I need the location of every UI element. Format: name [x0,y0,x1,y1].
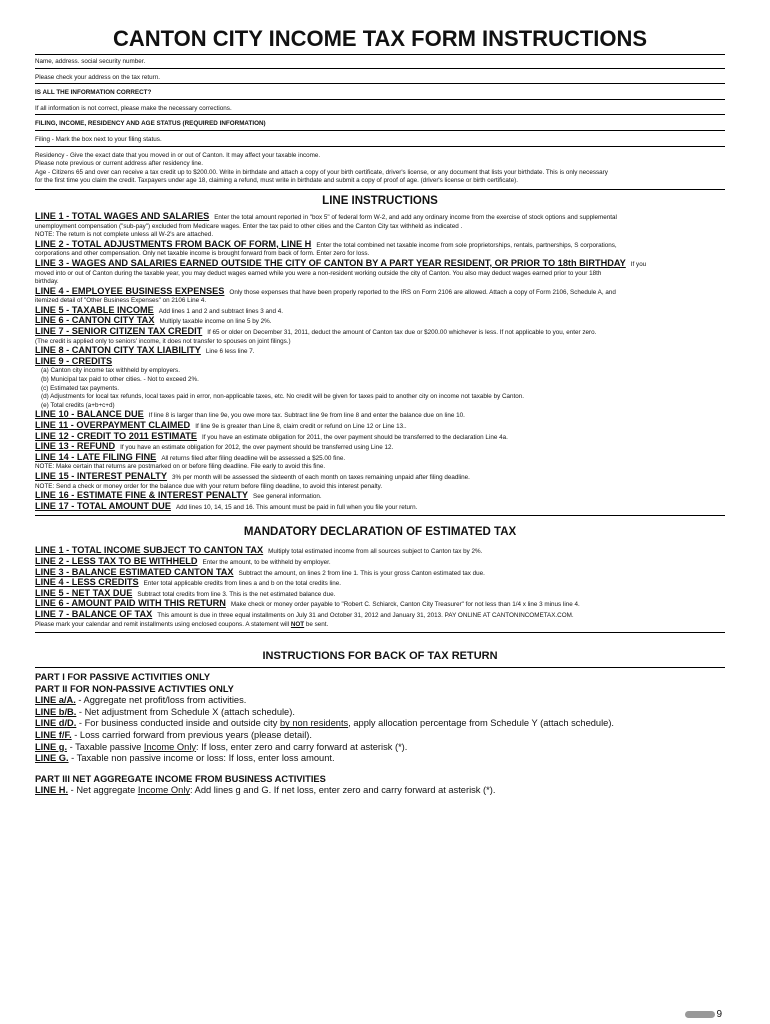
age-note-2: for the first time you claim the credit. Taxpayers under age 18, claiming a refund, must write in birthdate and submit a copy of proof of age. (driver's license or birth certificate). [35,177,519,185]
decl-line-7-text: This amount is due in three equal installments on July 31 and October 31, 2012 and January 31, 2013. PAY ONLINE AT CANTONINCOMETAX.COM. [157,611,574,619]
part-2-heading: PART II FOR NON-PASSIVE ACTIVTIES ONLY [35,683,234,694]
line-17 [35,502,725,513]
page-tab-graphic [685,1011,715,1018]
line-7 [35,327,725,338]
line-4-text: Only those expenses that have been properly reported to the IRS on Form 2106 are allowed. Attach a copy of Form 2106, Schedule A, and [229,288,616,296]
decl-line-2 [35,557,725,568]
line-6-text: Multiply taxable income on line 5 by 2%. [159,318,272,326]
line-14-heading: LINE 14 - LATE FILING FINE [35,451,157,462]
calendar-note-not: NOT [290,620,305,628]
back-line-f-text: - Loss carried forward from previous years (please detail). [71,730,312,741]
decl-line-3-text: Subtract the amount, on lines 2 from line 1. This is your gross Canton estimated tax due. [238,569,485,577]
line-12-heading: LINE 12 - CREDIT TO 2011 ESTIMATE [35,430,198,441]
decl-line-4 [35,578,725,589]
line-3-text: If you [630,260,647,268]
divider [35,83,725,84]
line-4-heading: LINE 4 - EMPLOYEE BUSINESS EXPENSES [35,285,225,296]
line-4-text-2: itemized detail of "Other Business Expenses" on 2106 Line 4. [35,297,207,305]
line-2-text: Enter the total combined net taxable income from sole proprietorships, rentals, partnerships, S corporations, [316,241,617,249]
line-9-a: (a) Canton city income tax withheld by employers. [41,367,180,375]
back-line-h-underline: Income Only [137,785,191,796]
back-line-d-underline: by non residents [279,718,349,729]
line-2 [35,240,725,251]
part-3-heading: PART III NET AGGREGATE INCOME FROM BUSINESS ACTIVITIES [35,773,326,784]
line-9-d: (d) Adjustments for local tax refunds, local taxes paid in error, non-applicable taxes, etc. No credit will be given for taxes paid to another city on income not taxable by Canton. [41,393,525,401]
calendar-note-a: Please mark your calendar and remit installments using enclosed coupons. A statement will [35,620,290,628]
line-1-text: Enter the total amount reported in "box 5" of federal form W-2, and add any ordinary income from the exercise of stock options and supplemental [214,213,617,221]
decl-line-1-heading: LINE 1 - TOTAL INCOME SUBJECT TO CANTON TAX [35,545,264,556]
line-9 [35,357,725,368]
line-14-text: All returns filed after filing deadline will be assessed a $25.00 fine. [161,454,346,462]
line-5-heading: LINE 5 - TAXABLE INCOME [35,304,154,315]
address-note: Please check your address on the tax return. [35,73,160,81]
decl-line-2-text: Enter the amount, to be withheld by employer. [202,558,331,566]
line-17-heading: LINE 17 - TOTAL AMOUNT DUE [35,500,171,511]
divider [35,68,725,69]
line-17-text: Add lines 10, 14, 15 and 16. This amount must be paid in full when you file your return. [175,503,418,511]
residency-note: Residency - Give the exact date that you moved in or out of Canton. It may affect your taxable income. [35,151,321,159]
age-note: Age - Citizens 65 and over can receive a tax credit up to $200.00. Write in birthdate and attach a copy of your birth certificate, driver's license, or any document that lists your birthdate. This is only necessary [35,168,608,176]
line-3 [35,259,725,270]
back-line-g [35,742,725,754]
line-5-text: Add lines 1 and 2 and subtract lines 3 and 4. [158,307,284,315]
divider [35,114,725,115]
divider [35,667,725,668]
page-footer [685,1009,722,1020]
back-line-G [35,753,725,765]
back-line-d-heading: LINE d/D. [35,718,77,729]
line-9-b: (b) Municipal tax paid to other cities. - Not to exceed 2%. [41,376,199,384]
back-line-g-heading: LINE g. [35,741,68,752]
line-9-heading: LINE 9 - CREDITS [35,355,113,366]
line-4 [35,287,725,298]
back-line-f-heading: LINE f/F. [35,730,72,741]
line-instructions [35,212,725,516]
back-line-b [35,707,725,719]
instructions-page [35,26,725,797]
line-7-text-2: (The credit is applied only to seniors' income, it does not transfer to spouses on joint filings.) [35,337,291,345]
line-10-heading: LINE 10 - BALANCE DUE [35,409,144,420]
back-line-h-text: - Net aggregate [68,785,138,796]
back-line-g-text: - Taxable passive [67,741,144,752]
top-section [35,58,725,190]
line-1-text-2: unemployment compensation ("sub-pay") excluded from Medicare wages. Enter the tax paid to other cities and the Canton City tax withheld as indicated . [35,222,463,230]
line-11-text: If line 9e is greater than Line 8, claim credit or refund on Line 12 or Line 13.. [195,423,407,430]
line-6-heading: LINE 6 - CANTON CITY TAX [35,315,155,326]
line-1 [35,212,725,223]
line-1-heading: LINE 1 - TOTAL WAGES AND SALARIES [35,210,210,221]
back-line-g-underline: Income Only [143,741,197,752]
decl-line-5-text: Subtract total credits from line 3. This is the net estimated balance due. [137,590,336,598]
line-15-text: 3% per month will be assessed the sixteenth of each month on taxes remaining unpaid after filing deadline. [172,473,470,481]
decl-line-4-text: Enter total applicable credits from lines a and b on the total credits line. [143,580,342,588]
divider [35,99,725,100]
back-line-a-text: - Aggregate net profit/loss from activities. [75,695,247,706]
line-instructions-heading: LINE INSTRUCTIONS [322,194,438,207]
back-section [35,672,725,797]
line-14-note: NOTE: Make certain that returns are postmarked on or before filing deadline. File early to avoid this fine. [35,463,326,471]
divider [35,632,725,633]
line-13-text: If you have an estimate obligation for 2012, the over payment should be transferred using Line 12. [120,444,394,452]
back-line-d-text: - For business conducted inside and outside city [76,718,280,729]
line-8 [35,346,725,357]
back-line-G-heading: LINE G. [35,753,69,764]
page-title: CANTON CITY INCOME TAX FORM INSTRUCTIONS [35,26,725,55]
decl-line-1-text: Multiply total estimated income from all sources subject to Canton tax by 2%. [268,548,483,556]
divider [35,189,725,190]
line-3-text-2: moved into or out of Canton during the taxable year, you may deduct wages earned while you were a non-resident working outside the city of Canton. You also may deduct wages earned prior to your 18th [35,269,602,277]
part-1-heading: PART I FOR PASSIVE ACTIVITIES ONLY [35,672,211,683]
decl-line-2-heading: LINE 2 - LESS TAX TO BE WITHHELD [35,555,198,566]
decl-line-7 [35,610,725,621]
calendar-note [35,621,725,630]
name-note: Name, address. social security number. [35,58,146,65]
filing-note: Filing - Mark the box next to your filing status. [35,135,162,143]
line-1-note: NOTE: The return is not complete unless all W-2's are attached. [35,231,214,239]
divider [35,515,725,516]
line-8-heading: LINE 8 - CANTON CITY TAX LIABILITY [35,345,201,356]
declaration-section [35,546,725,633]
corrections-note: If all information is not correct, please make the necessary corrections. [35,104,232,112]
line-3-heading: LINE 3 - WAGES AND SALARIES EARNED OUTSIDE THE CITY OF CANTON BY A PART YEAR RESIDENT, OR PRIOR TO 18th BIRTHDAY [35,257,626,268]
back-line-g-text-2: : If loss, enter zero and carry forward at asterisk (*). [196,741,408,752]
line-10-text: If line 8 is larger than line 9e, you owe more tax. Subtract line 9e from line 8 and enter the balance due on line 10. [148,412,465,420]
back-line-h-text-2: : Add lines g and G. If net loss, enter zero and carry forward at asterisk (*). [190,785,496,796]
back-line-f [35,730,725,742]
line-13-heading: LINE 13 - REFUND [35,441,116,452]
line-9-c: (c) Estimated tax payments. [41,384,120,392]
line-9-e: (e) Total credits (a+b+c+d) [41,401,115,409]
decl-line-6-heading: LINE 6 - AMOUNT PAID WITH THIS RETURN [35,598,226,609]
decl-line-4-heading: LINE 4 - LESS CREDITS [35,577,139,588]
line-16-text: See general information. [253,493,322,501]
line-11-heading: LINE 11 - OVERPAYMENT CLAIMED [35,420,191,430]
back-line-d-text-2: , apply allocation percentage from Schedule Y (attach schedule). [348,718,615,729]
divider [35,146,725,147]
line-7-heading: LINE 7 - SENIOR CITIZEN TAX CREDIT [35,326,203,337]
back-line-a-heading: LINE a/A. [35,695,76,706]
back-line-h-heading: LINE H. [35,785,69,796]
decl-line-7-heading: LINE 7 - BALANCE OF TAX [35,608,153,619]
line-15 [35,472,725,483]
back-heading: INSTRUCTIONS FOR BACK OF TAX RETURN [262,650,498,663]
line-15-note: NOTE: Send a check or money order for the balance due with your return before filing deadline, to avoid this interest penalty. [35,482,383,490]
decl-line-5-heading: LINE 5 - NET TAX DUE [35,587,133,598]
back-line-b-heading: LINE b/B. [35,706,77,717]
page-number: 9 [716,1009,722,1020]
back-line-a [35,695,725,707]
line-7-text: If 65 or older on December 31, 2011, deduct the amount of Canton tax due or $200.00 whichever is less. If not applicable to you, enter zero. [207,329,597,337]
line-2-text-2: corporations and other compensation. Only net taxable income is brought forward from back of form. Enter zero for loss. [35,250,370,258]
decl-line-6-text: Make check or money order payable to "Robert C. Schiarck, Canton City Treasurer" for not less than 1/4 x line 3 minus line 4. [230,601,580,609]
declaration-heading: MANDATORY DECLARATION OF ESTIMATED TAX [243,526,517,539]
status-heading: FILING, INCOME, RESIDENCY AND AGE STATUS (REQUIRED INFORMATION) [35,120,266,128]
correct-question: IS ALL THE INFORMATION CORRECT? [35,89,152,97]
back-line-b-text: - Net adjustment from Schedule X (attach schedule). [76,706,295,717]
back-line-d [35,718,725,730]
line-11 [35,421,725,432]
divider [35,130,725,131]
residency-note-2: Please note previous or current address after residency line. [35,160,204,168]
decl-line-3-heading: LINE 3 - BALANCE ESTIMATED CANTON TAX [35,566,234,577]
line-12-text: If you have an estimate obligation for 2011, the over payment should be transferred to the declaration Line 4a. [202,433,508,441]
line-2-heading: LINE 2 - TOTAL ADJUSTMENTS FROM BACK OF FORM, LINE H [35,238,312,249]
line-12 [35,432,725,443]
line-14 [35,453,725,464]
calendar-note-b: be sent. [305,620,329,628]
line-16-heading: LINE 16 - ESTIMATE FINE & INTEREST PENALTY [35,490,249,501]
line-8-text: Line 6 less line 7. [205,348,255,356]
line-3-text-3: birthday. [35,278,59,286]
back-line-h [35,785,725,797]
line-15-heading: LINE 15 - INTEREST PENALTY [35,470,168,481]
back-line-G-text: - Taxable non passive income or loss: If loss, enter loss amount. [68,753,335,764]
